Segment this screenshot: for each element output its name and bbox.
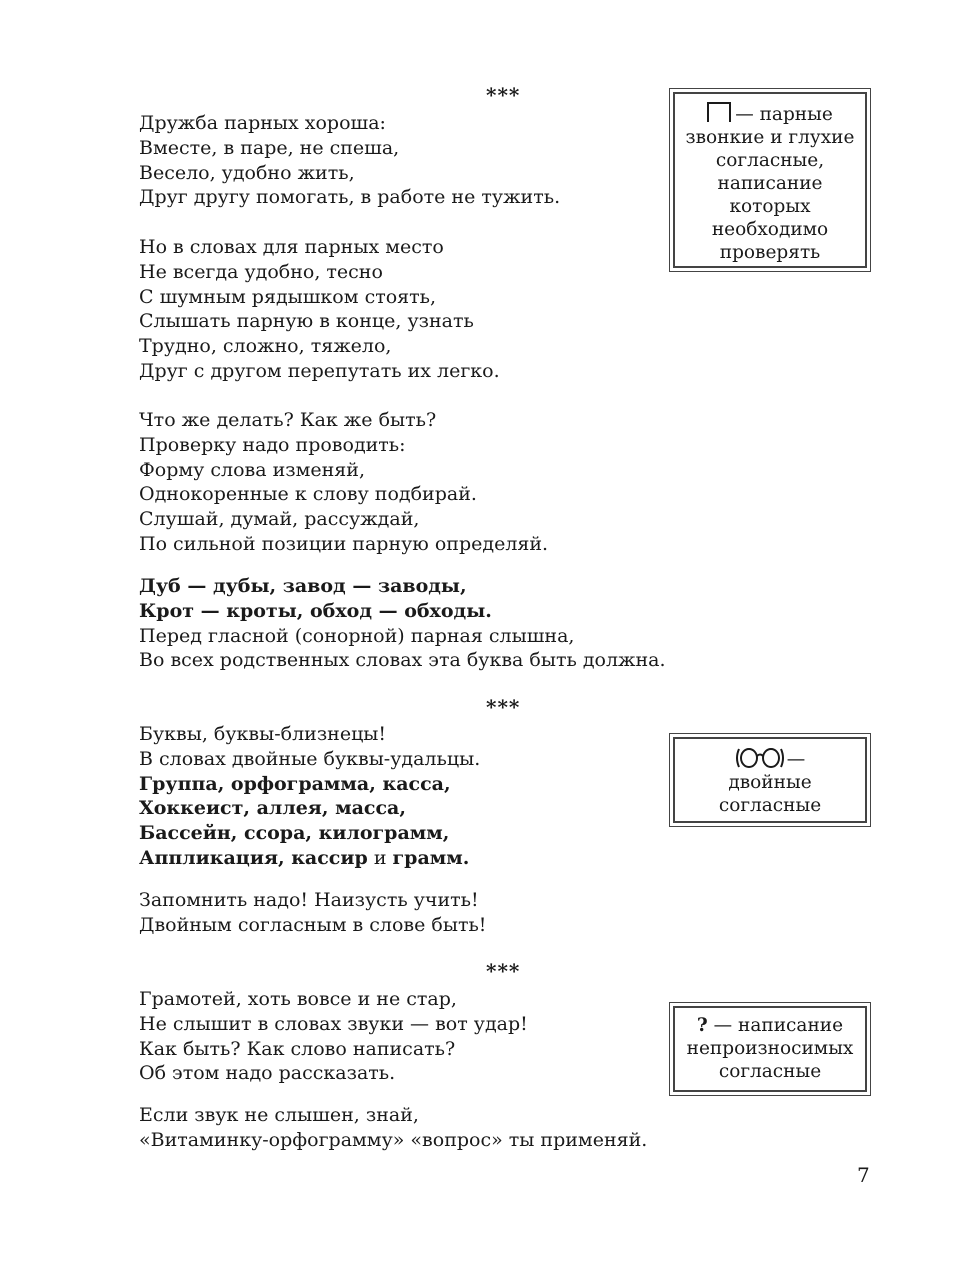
note-text: согласные	[718, 795, 822, 816]
poem-line: Друг другу помогать, в работе не тужить.	[139, 186, 561, 209]
bold-words: грамм.	[392, 846, 470, 869]
poem-line: Запомнить надо! Наизусть учить!	[139, 889, 479, 911]
poem-stanza-2	[139, 235, 699, 384]
note-text: которых	[729, 196, 811, 217]
poem-line: Форму слова изменяй,	[139, 458, 365, 481]
note-text: —	[786, 749, 806, 770]
poem-stanza-8	[139, 1103, 699, 1153]
poem-line: Но в словах для парных место	[139, 236, 444, 258]
note-text: двойные	[728, 772, 812, 793]
poem-line: Весело, удобно жить,	[139, 161, 355, 184]
conjunction: и	[373, 846, 387, 869]
section-separator: ***	[486, 83, 521, 107]
poem-stanza-4	[139, 574, 699, 673]
note-box-paired-consonants	[673, 92, 867, 268]
example-line-bold: Хоккеист, аллея, масса,	[139, 797, 406, 820]
note-text: согласные	[718, 1061, 822, 1082]
poem-line: Дружба парных хороша:	[139, 112, 386, 134]
pair-bracket-icon	[707, 102, 731, 122]
poem-line: Если звук не слышен, знай,	[139, 1104, 419, 1126]
poem-line: Во всех родственных словах эта буква быть должна.	[139, 649, 666, 672]
note-text: проверять	[719, 242, 821, 263]
poem-stanza-6	[139, 888, 699, 938]
poem-line: Не слышит в словах звуки — вот удар!	[139, 1012, 528, 1035]
poem-stanza-3	[139, 408, 699, 557]
note-box-double-consonants	[673, 737, 867, 823]
poem-line: В словах двойные буквы-удальцы.	[139, 747, 481, 770]
note-text: необходимо	[711, 219, 829, 240]
note-text: согласные,	[715, 150, 825, 171]
example-line-bold: Крот — кроты, обход — обходы.	[139, 599, 492, 622]
page-number: 7	[857, 1163, 870, 1187]
poem-line: Грамотей, хоть вовсе и не стар,	[139, 988, 457, 1010]
note-text: написание	[717, 173, 823, 194]
note-box-silent-consonants	[673, 1006, 867, 1092]
poem-line: С шумным рядышком стоять,	[139, 285, 437, 308]
poem-line: Трудно, сложно, тяжело,	[139, 335, 392, 358]
poem-line: Вместе, в паре, не спеша,	[139, 136, 400, 159]
poem-line: По сильной позиции парную определяй.	[139, 532, 549, 555]
example-line-mixed	[139, 846, 699, 871]
note-text: звонкие и глухие	[685, 127, 855, 148]
poem-line: Однокоренные к слову подбирай.	[139, 483, 477, 506]
poem-line: Не всегда удобно, тесно	[139, 260, 383, 283]
example-line-bold: Бассейн, ссора, килограмм,	[139, 822, 450, 845]
note-text: — написание	[713, 1015, 844, 1036]
section-separator: ***	[486, 695, 521, 719]
bold-words: Аппликация, кассир	[139, 846, 368, 869]
poem-line: Как быть? Как слово написать?	[139, 1037, 456, 1060]
glasses-icon	[735, 745, 785, 771]
poem-stanza-7	[139, 987, 699, 1086]
example-line-bold: Группа, орфограмма, касса,	[139, 772, 451, 795]
poem-line: Что же делать? Как же быть?	[139, 409, 437, 431]
note-text: — парные	[735, 104, 833, 125]
poem-line: Слышать парную в конце, узнать	[139, 310, 474, 333]
poem-line: Друг с другом перепутать их легко.	[139, 359, 500, 382]
poem-line: Об этом надо рассказать.	[139, 1062, 396, 1085]
poem-line: Проверку надо проводить:	[139, 433, 406, 456]
example-line-bold: Дуб — дубы, завод — заводы,	[139, 575, 467, 597]
note-text: непроизносимых	[686, 1038, 854, 1059]
poem-line: Двойным согласным в слове быть!	[139, 913, 487, 936]
poem-line: Слушай, думай, рассуждай,	[139, 508, 420, 531]
poem-line: «Витаминку-орфограмму» «вопрос» ты применяй.	[139, 1128, 648, 1151]
poem-line: Перед гласной (сонорной) парная слышна,	[139, 624, 575, 647]
poem-stanza-1	[139, 111, 699, 210]
poem-stanza-5	[139, 722, 699, 871]
question-mark-icon: ?	[696, 1015, 708, 1036]
section-separator: ***	[486, 959, 521, 983]
poem-line: Буквы, буквы-близнецы!	[139, 723, 387, 745]
